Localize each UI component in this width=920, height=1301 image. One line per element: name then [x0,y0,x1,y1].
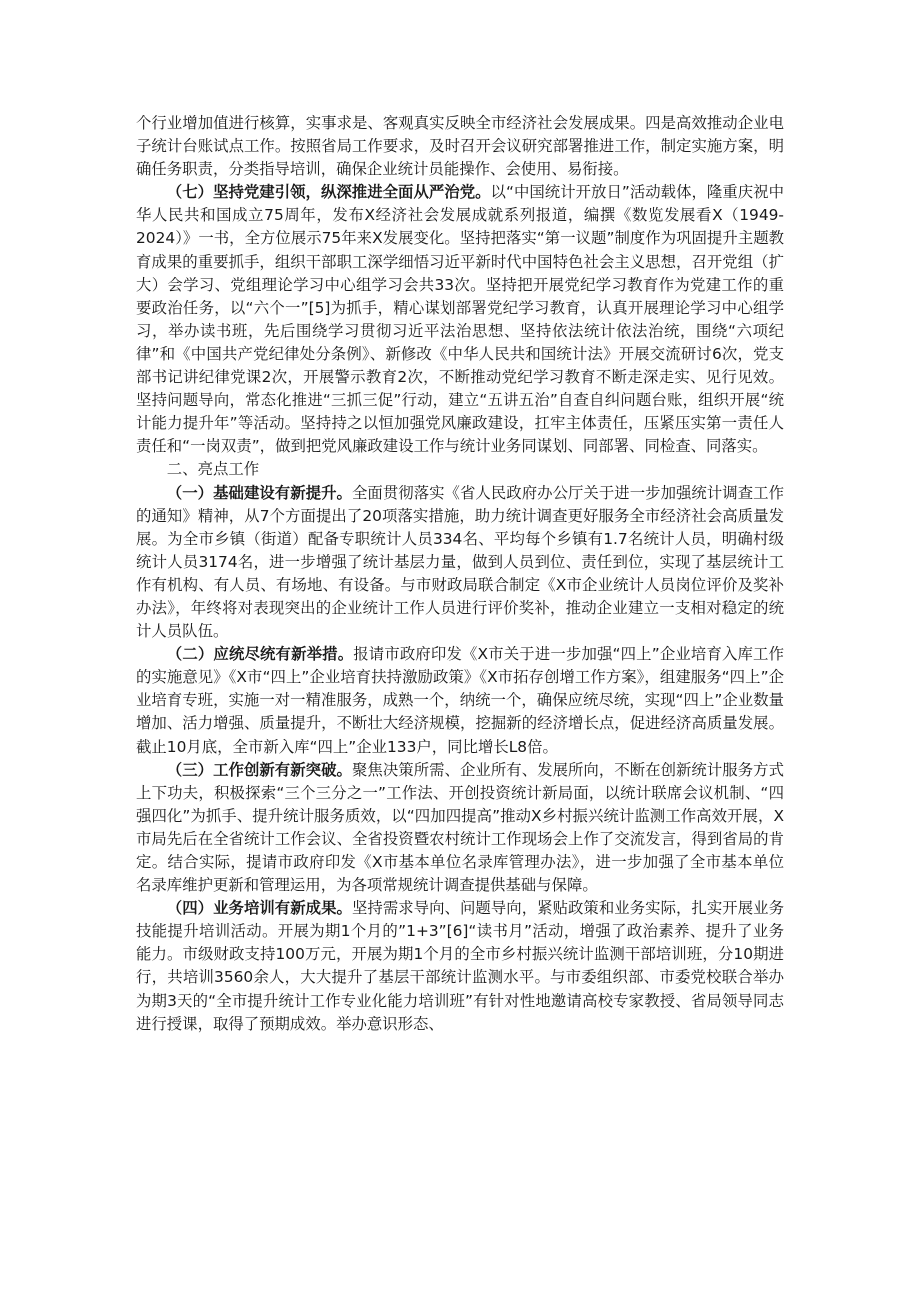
section-lead-1: （一）基础建设有新提升。 [166,483,352,502]
paragraph-innovation [136,759,784,898]
paragraph-training [136,897,784,1036]
paragraph-statistics-coverage [136,643,784,758]
paragraph-text: 坚持需求导向、问题导向，紧贴政策和业务实际，扎实开展业务技能提升培训活动。开展为期1个月的”1+3”[6]“读书月”活动，增强了政治素养、提升了业务能力。市级财政支持100万元，开展为期1个月的全市乡村振兴统计监测干部培训班，分10期进行，共培训3560余人，大大提升了基层干部统计监测水平。与市委组织部、市委党校联合举办为期3天的“全市提升统计工作专业化能力培训班”有针对性地邀请高校专家教授、省局领导同志进行授课，取得了预期成效。举办意识形态、 [136,899,784,1033]
paragraph-text: 以“中国统计开放日”活动载体，隆重庆祝中华人民共和国成立75周年，发布X经济社会发展成就系列报道，编撰《数览发展看X（1949-2024）》一书，全方位展示75年来X发展变化。坚持把落实“第一议题”制度作为巩固提升主题教育成果的重要抓手，组织干部职工深学细悟习近平新时代中国特色社会主义思想，召开党组（扩大）会学习、党组理论学习中心组学习会共33次。坚持把开展党纪学习教育作为党建工作的重要政治任务，以“六个一”[5]为抓手，精心谋划部署党纪学习教育，认真开展理论学习中心组学习，举办读书班，先后围绕学习贯彻习近平法治思想、坚持依法统计依法治统，围绕“六项纪律”和《中国共产党纪律处分条例》、新修改《中华人民共和国统计法》开展交流研讨6次，党支部书记讲纪律党课2次，开展警示教育2次，不断推动党纪学习教育不断走深走实、见行见效。坚持问题导向，常态化推进“三抓三促”行动，建立“五讲五治”自查自纠问题台账，组织开展“统计能力提升年”等活动。坚持持之以恒加强党风廉政建设，扛牢主体责任，压紧压实第一责任人责任和“一岗双责”，做到把党风廉政建设工作与统计业务同谋划、同部署、同检查、同落实。 [136,183,784,456]
paragraph-text: 聚焦决策所需、企业所有、发展所向，不断在创新统计服务方式上下功夫，积极探索“三个三分之一”工作法、开创投资统计新局面，以统计联席会议机制、“四强四化”为抓手、提升统计服务质效，以“四加四提高”推动X乡村振兴统计监测工作高效开展，X市局先后在全省统计工作会议、全省投资暨农村统计工作现场会上作了交流发言，得到省局的肯定。结合实际，提请市政府印发《X市基本单位名录库管理办法》，进一步加强了全市基本单位名录库维护更新和管理运用，为各项常规统计调查提供基础与保障。 [136,760,784,895]
paragraph-party-building [136,181,784,458]
section-lead-3: （三）工作创新有新突破。 [166,760,352,779]
heading-text: 二、亮点工作 [166,460,260,479]
paragraph-text: 报请市政府印发《X市关于进一步加强“四上”企业培育入库工作的实施意见》《X市“四上”企业培育扶持激励政策》《X市拓存创增工作方案》，组建服务“四上”企业培育专班，实施一对一精准服务，成熟一个，纳统一个，确保应统尽统，实现“四上”企业数量增加、活力增强、质量提升，不断壮大经济规模，挖掘新的经济增长点，促进经济高质量发展。截止10月底，全市新入库“四上”企业133户，同比增长L8倍。 [136,645,784,756]
paragraph-infrastructure [136,482,784,644]
section-lead-4: （四）业务培训有新成果。 [166,899,352,918]
paragraph-text: 全面贯彻落实《省人民政府办公厅关于进一步加强统计调查工作的通知》精神，从7个方面提出了20项落实措施，助力统计调查更好服务全市经济社会高质量发展。为全市乡镇（街道）配备专职统计人员334名、平均每个乡镇有1.7名统计人员，明确村级统计人员3174名，进一步增强了统计基层力量，做到人员到位、责任到位，实现了基层统计工作有机构、有人员、有场地、有设备。与市财政局联合制定《X市企业统计人员岗位评价及奖补办法》，年终将对表现突出的企业统计工作人员进行评价奖补，推动企业建立一支相对稳定的统计人员队伍。 [136,483,784,641]
section-lead-2: （二）应统尽统有新举措。 [166,645,354,664]
section-heading-highlights [136,458,784,481]
section-lead-7: （七）坚持党建引领，纵深推进全面从严治党。 [166,183,491,202]
paragraph-text: 个行业增加值进行核算，实事求是、客观真实反映全市经济社会发展成果。四是高效推动企业电子统计台账试点工作。按照省局工作要求，及时召开会议研究部署推进工作，制定实施方案，明确任务职责，分类指导培训，确保企业统计员能操作、会使用、易衔接。 [136,114,784,179]
document-body [136,112,784,1036]
paragraph-continuation [136,112,784,181]
